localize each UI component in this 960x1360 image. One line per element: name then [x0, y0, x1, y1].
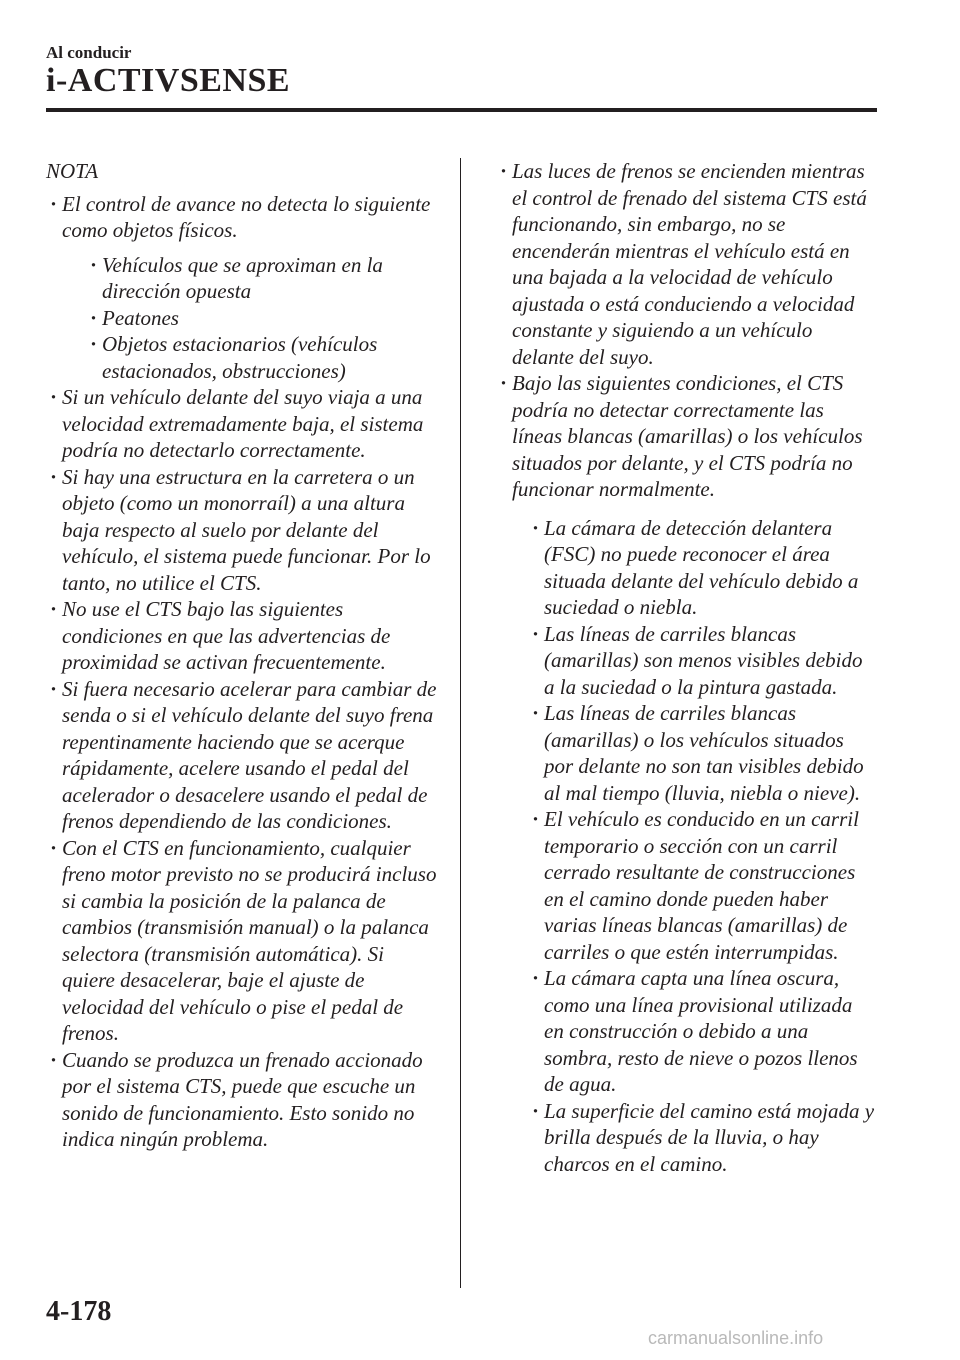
note-title: NOTA — [46, 159, 99, 183]
list-item: · Las luces de frenos se encienden mientras el control de frenado del sistema CTS está funcionando, sin embargo, no se encenderán mientras el vehículo está en una bajada a la velocidad de vehículo ajustada o está conduciendo a velocidad constante y siguiendo a un vehículo delante del suyo. — [496, 158, 876, 370]
page-number: 4-178 — [46, 1296, 112, 1327]
list-subitem: · Peatones — [62, 305, 442, 332]
column-divider — [460, 158, 461, 1288]
list-item — [46, 191, 442, 385]
list-item: · Cuando se produzca un frenado accionado por el sistema CTS, puede que escuche un sonido de funcionamiento. Esto sonido no indica ningún problema. — [46, 1047, 442, 1153]
right-column — [496, 158, 876, 1177]
list-item-text: Bajo las siguientes condiciones, el CTS podría no detectar correctamente las líneas blancas (amarillas) o los vehículos situados por delante, y el CTS podría no funcionar normalmente. — [512, 371, 863, 501]
list-subitem: · Vehículos que se aproximan en la dirección opuesta — [62, 252, 442, 305]
list-subitem: · Las líneas de carriles blancas (amarillas) o los vehículos situados por delante no son tan visibles debido al mal tiempo (lluvia, niebla o nieve). — [512, 700, 876, 806]
list-item: · Si fuera necesario acelerar para cambiar de senda o si el vehículo delante del suyo frena repentinamente haciendo que se acerque rápidamente, acelere usando el pedal del acelerador o desacelere usando el pedal de frenos dependiendo de las condiciones. — [46, 676, 442, 835]
chapter-title: i-ACTIVSENSE — [46, 62, 291, 99]
list-item: · No use el CTS bajo las siguientes condiciones en que las advertencias de proximidad se activan frecuentemente. — [46, 596, 442, 676]
list-subitem: · Objetos estacionarios (vehículos estacionados, obstrucciones) — [62, 331, 442, 384]
list-subitem: · Las líneas de carriles blancas (amarillas) son menos visibles debido a la suciedad o la pintura gastada. — [512, 621, 876, 701]
left-bullet-list — [46, 191, 442, 1153]
right-bullet-list — [496, 158, 876, 1177]
list-item: · Si hay una estructura en la carretera o un objeto (como un monorraíl) a una altura baja respecto al suelo por delante del vehículo, el sistema puede funcionar. Por lo tanto, no utilice el CTS. — [46, 464, 442, 597]
sub-bullet-list — [62, 252, 442, 385]
list-item: · Si un vehículo delante del suyo viaja a una velocidad extremadamente baja, el sistema podría no detectarlo correctamente. — [46, 384, 442, 464]
sub-bullet-list — [512, 515, 876, 1178]
section-label: Al conducir — [46, 43, 132, 62]
list-item: · Con el CTS en funcionamiento, cualquier freno motor previsto no se producirá incluso si cambia la posición de la palanca de cambios (transmisión manual) o la palanca selectora (transmisión automática). Si quiere desacelerar, baje el ajuste de velocidad del vehículo o pise el pedal de frenos. — [46, 835, 442, 1047]
list-item-text: El control de avance no detecta lo siguiente como objetos físicos. — [62, 191, 431, 242]
list-subitem: · La cámara capta una línea oscura, como una línea provisional utilizada en construcción o debido a una sombra, resto de nieve o pozos llenos de agua. — [512, 965, 876, 1098]
list-subitem: · La superficie del camino está mojada y brilla después de la lluvia, o hay charcos en el camino. — [512, 1098, 876, 1178]
header-rule — [46, 108, 877, 112]
watermark: carmanualsonline.info — [648, 1328, 824, 1348]
list-subitem: · La cámara de detección delantera (FSC) no puede reconocer el área situada delante del vehículo debido a suciedad o niebla. — [512, 515, 876, 621]
list-item — [496, 370, 876, 1177]
left-column — [46, 158, 442, 1153]
list-subitem: · El vehículo es conducido en un carril temporario o sección con un carril cerrado resultante de construcciones en el camino donde pueden haber varias líneas blancas (amarillas) de carriles o que estén interrumpidas. — [512, 806, 876, 965]
